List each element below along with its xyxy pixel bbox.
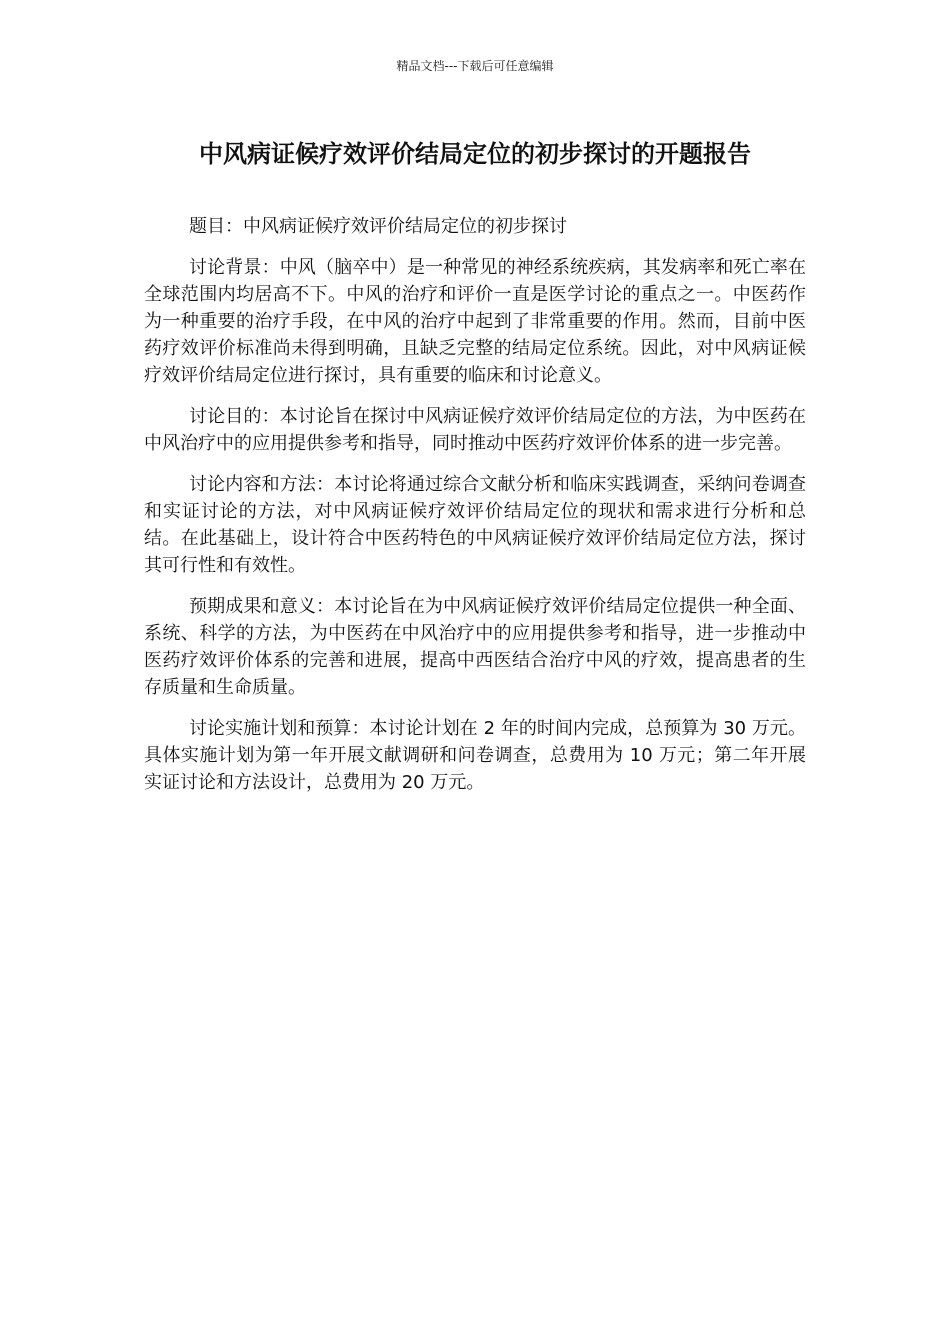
header-note: 精品文档---下载后可任意编辑 xyxy=(396,59,554,73)
paragraph-plan-budget: 讨论实施计划和预算：本讨论计划在 2 年的时间内完成，总预算为 30 万元。具体实施计划为第一年开展文献调研和问卷调查，总费用为 10 万元；第二年开展实证讨论和方法设计，总费用为 20 万元。 xyxy=(144,718,806,793)
paragraph-purpose: 讨论目的：本讨论旨在探讨中风病证候疗效评价结局定位的方法，为中医药在中风治疗中的应用提供参考和指导，同时推动中医药疗效评价体系的进一步完善。 xyxy=(144,406,806,454)
paragraph-topic: 题目：中风病证候疗效评价结局定位的初步探讨 xyxy=(189,216,567,237)
paragraph-content-methods: 讨论内容和方法：本讨论将通过综合文献分析和临床实践调查，采纳问卷调查和实证讨论的方法，对中风病证候疗效评价结局定位的现状和需求进行分析和总结。在此基础上，设计符合中医药特色的中风病证候疗效评价结局定位方法，探讨其可行性和有效性。 xyxy=(144,474,806,576)
document-body xyxy=(144,213,806,810)
paragraph-expected-results: 预期成果和意义：本讨论旨在为中风病证候疗效评价结局定位提供一种全面、系统、科学的方法，为中医药在中风治疗中的应用提供参考和指导，进一步推动中医药疗效评价体系的完善和进展，提高中西医结合治疗中风的疗效，提高患者的生存质量和生命质量。 xyxy=(144,596,806,698)
document-title: 中风病证候疗效评价结局定位的初步探讨的开题报告 xyxy=(199,140,751,168)
paragraph-background: 讨论背景：中风（脑卒中）是一种常见的神经系统疾病，其发病率和死亡率在全球范围内均居高不下。中风的治疗和评价一直是医学讨论的重点之一。中医药作为一种重要的治疗手段，在中风的治疗中起到了非常重要的作用。然而，目前中医药疗效评价标准尚未得到明确，且缺乏完整的结局定位系统。因此，对中风病证候疗效评价结局定位进行探讨，具有重要的临床和讨论意义。 xyxy=(144,257,806,386)
